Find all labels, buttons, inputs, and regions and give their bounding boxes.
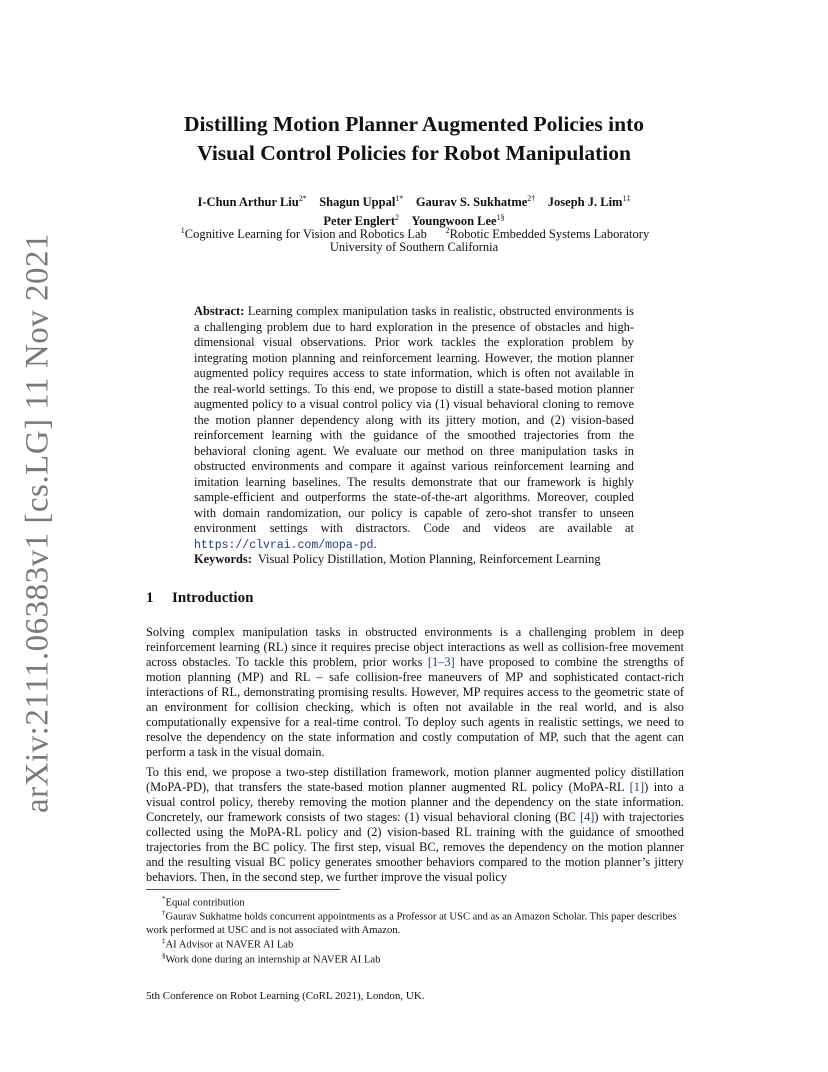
author-mark: 1* <box>395 194 404 203</box>
author-name: Youngwoon Lee <box>411 214 497 229</box>
abstract-end: . <box>373 536 377 551</box>
title-line-1: Distilling Motion Planner Augmented Policies into <box>183 112 645 136</box>
affiliation-mark: 2 <box>445 226 450 235</box>
footnote-text: Equal contribution <box>165 897 245 909</box>
author-name: I-Chun Arthur Liu <box>197 195 299 210</box>
footnote <box>162 950 682 967</box>
paragraph-text: Solving complex manipulation tasks in obstructed environments is a challenging problem in deep reinforcement learning (RL) since it requires precise object interactions as well as collision-free movement across obstacles. To tackle this problem, prior works <box>146 625 684 669</box>
intro-paragraph-1 <box>146 625 684 760</box>
arxiv-side-stamp <box>16 232 60 813</box>
affiliation-mark: 1 <box>180 226 185 235</box>
keywords-text: Visual Policy Distillation, Motion Planning, Reinforcement Learning <box>257 552 601 566</box>
paper-title <box>140 110 688 168</box>
footnote-mark: * <box>162 895 166 903</box>
title-line-2: Visual Control Policies for Robot Manipulation <box>197 141 631 165</box>
project-url-link[interactable]: https://clvrai.com/mopa-pd <box>194 538 374 552</box>
footnote-mark: † <box>162 909 166 917</box>
intro-paragraph-2 <box>146 765 684 885</box>
arxiv-identifier: arXiv:2111.06383v1 [cs.LG] 11 Nov 2021 <box>19 232 56 813</box>
author-mark: 2 <box>395 213 400 223</box>
paragraph-text: have proposed to combine the strengths of motion planning (MP) and RL – safe collision-free maneuvers of MP and sophisticated contact-rich interactions of RL, demonstrating promising results. However, MP requires access to the geometric state of an environment for collision checking, which is often not available in the real world, and is also computationally expensive for a real-time control. To deploy such agents in realistic settings, we need to resolve the dependency on the state information and costly computation of MP, such that the agent can perform a task in the visual domain. <box>146 655 684 759</box>
abstract-label: Abstract: <box>194 304 245 318</box>
affiliation-text: Robotic Embedded Systems Laboratory <box>449 227 650 242</box>
author-name: Gaurav S. Sukhatme <box>415 195 528 210</box>
footnote-text: AI Advisor at NAVER AI Lab <box>165 939 294 951</box>
keywords-label: Keywords: <box>194 552 252 566</box>
university: University of Southern California <box>329 240 499 254</box>
footnote <box>146 907 684 938</box>
citation-link[interactable]: [1–3] <box>427 655 455 669</box>
affiliation-text: Cognitive Learning for Vision and Robotics Lab <box>184 227 427 242</box>
author-mark: 2* <box>298 194 307 203</box>
author-mark: 1‡ <box>622 194 631 203</box>
paragraph-text: To this end, we propose a two-step distillation framework, motion planner augmented policy distillation (MoPA-PD), that transfers the state-based motion planner augmented RL policy (MoPA-RL <box>146 765 684 794</box>
author-row-1 <box>140 191 688 210</box>
author-name: Joseph J. Lim <box>547 195 623 210</box>
footnote-text: Gaurav Sukhatme holds concurrent appointments as a Professor at USC and as an Amazon Scholar. This paper describes work performed at USC and is not associated with Amazon. <box>146 911 677 937</box>
footnote-divider <box>146 889 340 890</box>
author-mark: 2† <box>527 194 536 203</box>
conference-footer: 5th Conference on Robot Learning (CoRL 2021), London, UK. <box>146 990 425 1002</box>
author-name: Shagun Uppal <box>319 195 396 210</box>
paragraph-text: ) into a visual control policy, thereby removing the motion planner and the dependency on the state information. Concretely, our framework consists of two stages: (1) visual behavioral cloning (BC <box>146 780 684 824</box>
paragraph-text: ) with trajectories collected using the MoPA-RL policy and (2) vision-based RL training with the guidance of smoothed trajectories from the BC policy. The first step, visual BC, removes the dependency on the motion planner and the resulting visual BC policy generates smoother behaviors compared to the motion planner’s jittery behaviors. Then, in the second step, we further improve the visual policy <box>146 810 684 884</box>
author-name: Peter Englert <box>323 214 396 229</box>
author-mark: 1§ <box>496 213 505 223</box>
abstract <box>194 304 634 553</box>
footnote-mark: ‡ <box>162 937 166 945</box>
section-title: Introduction <box>172 590 254 606</box>
abstract-text: Learning complex manipulation tasks in realistic, obstructed environments is a challenging problem due to hard exploration in the presence of obstacles and high-dimensional visual observations. Prior work tackles the exploration problem by integrating motion planning and reinforcement learning. However, the motion planner augmented policy requires access to state information, which is often not available in the real-world settings. To this end, we propose to distill a state-based motion planner augmented policy to a visual control policy via (1) visual behavioral cloning to remove the motion planner dependency along with its jittery motion, and (2) vision-based reinforcement learning with the guidance of the smoothed trajectories from the behavioral cloning agent. We evaluate our method on three manipulation tasks in obstructed environments and compare it against various reinforcement learning and imitation learning baselines. The results demonstrate that our framework is highly sample-efficient and outperforms the state-of-the-art algorithms. Moreover, coupled with domain randomization, our policy is capable of zero-shot transfer to unseen environment settings with distractors. Code and videos are available at <box>194 304 634 535</box>
citation-link[interactable]: [4] <box>579 810 595 824</box>
footnote-mark: § <box>162 952 166 960</box>
citation-link[interactable]: [1] <box>629 780 645 794</box>
section-heading <box>146 590 253 607</box>
footnote-text: Work done during an internship at NAVER AI Lab <box>165 954 381 966</box>
keywords <box>194 552 654 568</box>
section-number: 1 <box>146 590 154 606</box>
